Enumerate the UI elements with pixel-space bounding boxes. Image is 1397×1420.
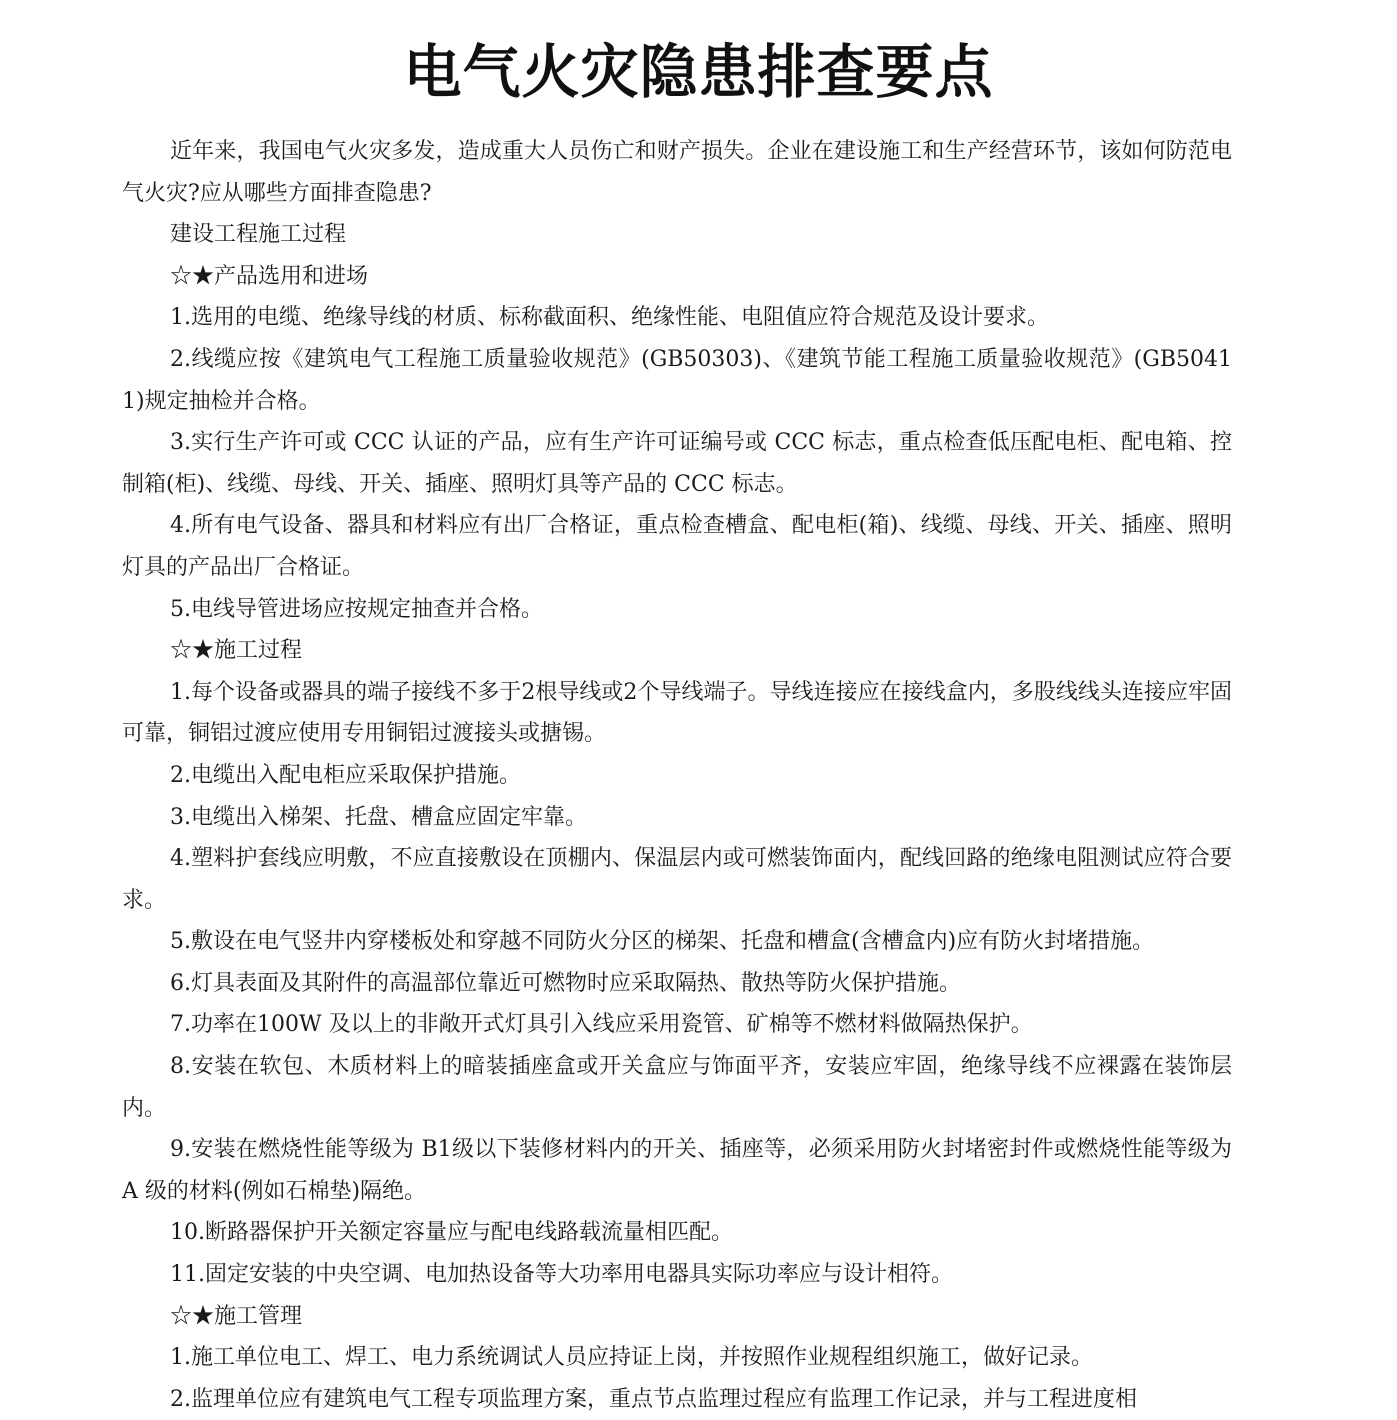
subsection-heading-construction: ☆★施工过程 <box>170 638 303 664</box>
list-item: 2.电缆出入配电柜应采取保护措施。 <box>170 762 521 788</box>
subsection-heading-management: ☆★施工管理 <box>170 1303 303 1329</box>
intro-paragraph: 近年来，我国电气火灾多发，造成重大人员伤亡和财产损失。企业在建设施工和生产经营环节，该如何防范电气火灾?应从哪些方面排查隐患? <box>122 139 1232 206</box>
list-item: 5.电线导管进场应按规定抽查并合格。 <box>170 596 543 622</box>
list-item: 1.施工单位电工、焊工、电力系统调试人员应持证上岗，并按照作业规程组织施工，做好记录。 <box>170 1345 1093 1371</box>
list-item: 1.每个设备或器具的端子接线不多于2根导线或2个导线端子。导线连接应在接线盒内，多股线线头连接应牢固可靠，铜铝过渡应使用专用铜铝过渡接头或搪锡。 <box>122 679 1232 747</box>
list-item: 2.监理单位应有建筑电气工程专项监理方案，重点节点监理过程应有监理工作记录，并与工程进度相 <box>170 1386 1137 1412</box>
subsection-heading-products: ☆★产品选用和进场 <box>170 263 369 289</box>
list-item: 9.安装在燃烧性能等级为 B1级以下装修材料内的开关、插座等，必须采用防火封堵密封件或燃烧性能等级为 A 级的材料(例如石棉垫)隔绝。 <box>122 1137 1232 1204</box>
list-item: 4.塑料护套线应明敷，不应直接敷设在顶棚内、保温层内或可燃装饰面内，配线回路的绝缘电阻测试应符合要求。 <box>122 846 1232 913</box>
list-item: 4.所有电气设备、器具和材料应有出厂合格证，重点检查槽盒、配电柜(箱)、线缆、母线、开关、插座、照明灯具的产品出厂合格证。 <box>122 513 1232 580</box>
document-body <box>122 131 1232 1420</box>
list-item: 1.选用的电缆、绝缘导线的材质、标称截面积、绝缘性能、电阻值应符合规范及设计要求。 <box>170 305 1049 331</box>
list-item: 11.固定安装的中央空调、电加热设备等大功率用电器具实际功率应与设计相符。 <box>170 1262 953 1288</box>
section-heading: 建设工程施工过程 <box>170 222 347 248</box>
list-item: 3.实行生产许可或 CCC 认证的产品，应有生产许可证编号或 CCC 标志，重点检查低压配电柜、配电箱、控制箱(柜)、线缆、母线、开关、插座、照明灯具等产品的 CCC 标志。 <box>122 430 1232 497</box>
list-item: 8.安装在软包、木质材料上的暗装插座盒或开关盒应与饰面平齐，安装应牢固，绝缘导线不应裸露在装饰层内。 <box>122 1054 1232 1121</box>
document-title: 电气火灾隐患排查要点 <box>403 38 994 106</box>
list-item: 6.灯具表面及其附件的高温部位靠近可燃物时应采取隔热、散热等防火保护措施。 <box>170 970 961 996</box>
list-item: 3.电缆出入梯架、托盘、槽盒应固定牢靠。 <box>170 804 587 830</box>
list-item: 10.断路器保护开关额定容量应与配电线路载流量相匹配。 <box>170 1220 733 1246</box>
list-item: 7.功率在100W 及以上的非敞开式灯具引入线应采用瓷管、矿棉等不燃材料做隔热保护。 <box>170 1012 1033 1038</box>
list-item: 5.敷设在电气竖井内穿楼板处和穿越不同防火分区的梯架、托盘和槽盒(含槽盒内)应有防火封堵措施。 <box>170 929 1155 955</box>
list-item: 2.线缆应按《建筑电气工程施工质量验收规范》(GB50303)、《建筑节能工程施工质量验收规范》(GB50411)规定抽检并合格。 <box>122 346 1232 414</box>
